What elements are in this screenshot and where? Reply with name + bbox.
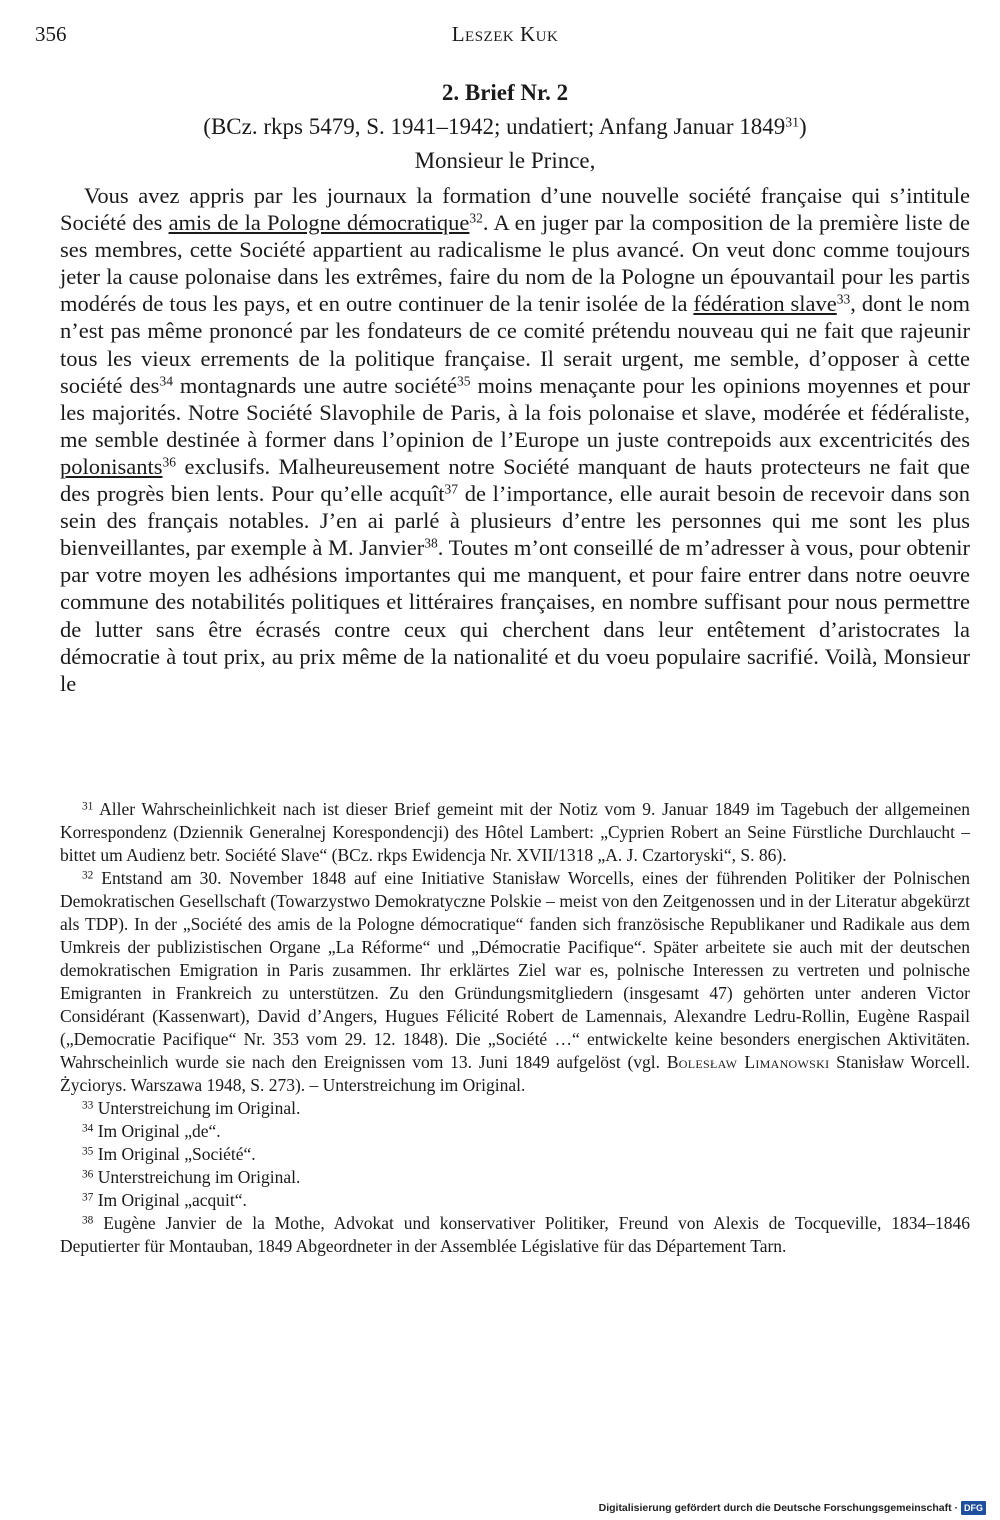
body-text: Vous avez appris par les journaux la formation d’une nouvelle société française qui s’intitule Société des [60, 183, 970, 236]
body-text: exclusifs. Malheureusement notre Société manquant de hauts protecteurs ne fait que des progrès bien lents. Pour qu’elle acquît [60, 453, 970, 507]
letter-body [60, 182, 970, 697]
source-close: ) [799, 114, 807, 139]
footnote-ref: 32 [469, 210, 483, 226]
body-text: de l’importance, elle aurait besoin de recevoir dans son sein des français notables. J’en ai parlé à plusieurs d’entre les personnes qui me sont les plus bienveillantes, par exemple à M. Janvier [60, 481, 970, 561]
footnote-number: 31 [82, 800, 94, 813]
footnote-number: 38 [82, 1214, 94, 1227]
footnote-text: Im Original „de“. [97, 1121, 221, 1141]
footnote-35 [60, 1143, 970, 1166]
footnote-32 [60, 867, 970, 1097]
footnote-number: 35 [82, 1145, 94, 1158]
footnote-number: 36 [82, 1168, 94, 1181]
document-page [35, 0, 971, 1520]
dfg-logo: DFG [961, 1501, 986, 1515]
running-title: Leszek Kuk [451, 22, 559, 46]
footnote-31 [60, 798, 970, 867]
source-text: (BCz. rkps 5479, S. 1941–1942; undatiert; Anfang Januar 1849 [203, 114, 786, 139]
footnote-number: 34 [82, 1122, 94, 1135]
underlined-text: fédération slave [693, 291, 837, 317]
footnote-ref: 34 [159, 373, 173, 389]
footnotes [60, 798, 970, 1258]
letter-title: 2. Brief Nr. 2 [441, 80, 569, 105]
salutation: Monsieur le Prince, [414, 148, 596, 173]
footnote-ref: 37 [444, 481, 458, 497]
footnote-33 [60, 1097, 970, 1120]
cited-author: Bolesław Limanowski [666, 1052, 830, 1072]
body-text: montagnards une autre société [172, 372, 458, 398]
credit-text: Digitalisierung gefördert durch die Deutsche Forschungsgemeinschaft · [598, 1502, 958, 1514]
footnote-ref: 33 [836, 291, 851, 307]
footnote-34 [60, 1120, 970, 1143]
footnote-text: Im Original „Société“. [97, 1144, 256, 1164]
footnote-text: Entstand am 30. November 1848 auf eine Initiative Stanisław Worcells, eines der führenden Politiker der Polnischen Demokratischen Gesellschaft (Towarzystwo Demokratyczne Polskie – meist von den Zeitgenossen und in der Literatur abgekürzt als TDP). In der „Société des amis de la Pologne démocratique“ fanden sich französische Republikaner und Radikale aus dem Umkreis der publizistischen Organe „La Réforme“ und „Démocratie Pacifique“. Später arbeitete sie auch mit der deutschen demokratischen Emigration in Paris zusammen. Ihr erklärtes Ziel war es, polnische Interessen zu vertreten und polnische Emigranten in Frankreich zu unterstützen. Zu den Gründungsmitgliedern (insgesamt 47) gehörten unter anderen Victor Considérant (Kassenwart), David d’Angers, Hugues Félicité Robert de Lamennais, Alexandre Ledru-Rollin, Eugène Raspail („Democratie Pacifique“ Nr. 353 vom 29. 12. 1848). Die „Société …“ entwickelte keine besonders energischen Aktivitäten. Wahrscheinlich wurde sie nach den Ereignissen vom 13. Juni 1849 aufgelöst (vgl. [60, 868, 971, 1072]
footnote-text: Aller Wahrscheinlichkeit nach ist dieser Brief gemeint mit der Notiz vom 9. Januar 1849 im Tagebuch der allgemeinen Korrespondenz (Dziennik Generalnej Korespondencji) des Hôtel Lambert: „Cyprien Robert an Seine Fürstliche Durchlaucht – bittet um Audienz betr. Société Slave“ (BCz. rkps Ewidencja Nr. XVII/1318 „A. J. Czartoryski“, S. 86). [60, 799, 971, 865]
footnote-text: Stanisław Worcell. Życiorys. Warszawa 1948, S. 273). – Unterstreichung im Original. [60, 1052, 971, 1095]
footnote-36 [60, 1166, 970, 1189]
body-text: , dont le nom n’est pas même prononcé par les fondateurs de ce comité prétendu nouveau qui ne fait que rajeunir tous les vieux errements de la politique française. Il serait urgent, me semble, d’opposer à cette société des [60, 291, 970, 398]
footnote-37 [60, 1189, 970, 1212]
body-text: moins menaçante pour les opinions moyennes et pour les majorités. Notre Société Slavophile de Paris, à la fois polonaise et slave, modérée et fédéraliste, me semble destinée à former dans l’opinion de l’Europe un juste contrepoids aux excentricités des [60, 372, 970, 452]
dfg-credit [599, 1501, 986, 1515]
page-number: 356 [35, 22, 67, 46]
underlined-text: amis de la Pologne démocratique [168, 210, 470, 236]
underlined-text: polonisants [60, 453, 163, 479]
footnote-text: Unterstreichung im Original. [97, 1098, 301, 1118]
footnote-number: 33 [82, 1099, 94, 1112]
footnote-ref: 38 [424, 535, 438, 551]
running-head [35, 22, 970, 52]
footnote-ref: 35 [457, 373, 471, 389]
footnote-38 [60, 1212, 970, 1258]
footnote-text: Eugène Janvier de la Mothe, Advokat und konservativer Politiker, Freund von Alexis de Tocqueville, 1834–1846 Deputierter für Montauban, 1849 Abgeordneter in der Assemblée Législative für das Département Tarn. [60, 1213, 971, 1256]
footnote-number: 37 [82, 1191, 94, 1204]
letter-source [40, 114, 970, 140]
footnote-text: Unterstreichung im Original. [97, 1167, 301, 1187]
body-text: . Toutes m’ont conseillé de m’adresser à vous, pour obtenir par votre moyen les adhésions importantes qui me manquent, et pour faire entrer dans notre oeuvre commune des notabilités politiques et littéraires françaises, en nombre suffisant pour nous permettre de lutter sans être écrasés contre ceux qui cherchent dans leur entêtement d’aristocrates la démocratie à tout prix, au prix même de la nationalité et du voeu populaire sacrifié. Voilà, Monsieur le [60, 535, 971, 696]
footnote-number: 32 [82, 869, 94, 882]
body-text: . A en juger par la composition de la première liste de ses membres, cette Société appartient au radicalisme le plus avancé. On veut donc comme toujours jeter la cause polonaise dans les extrêmes, faire du nom de la Pologne un épouvantail pour les partis modérés de tous les pays, et en outre continuer de la tenir isolée de la [60, 210, 970, 317]
footnote-ref: 36 [162, 454, 177, 470]
footnote-text: Im Original „acquit“. [97, 1190, 247, 1210]
footnote-ref: 31 [785, 114, 800, 130]
